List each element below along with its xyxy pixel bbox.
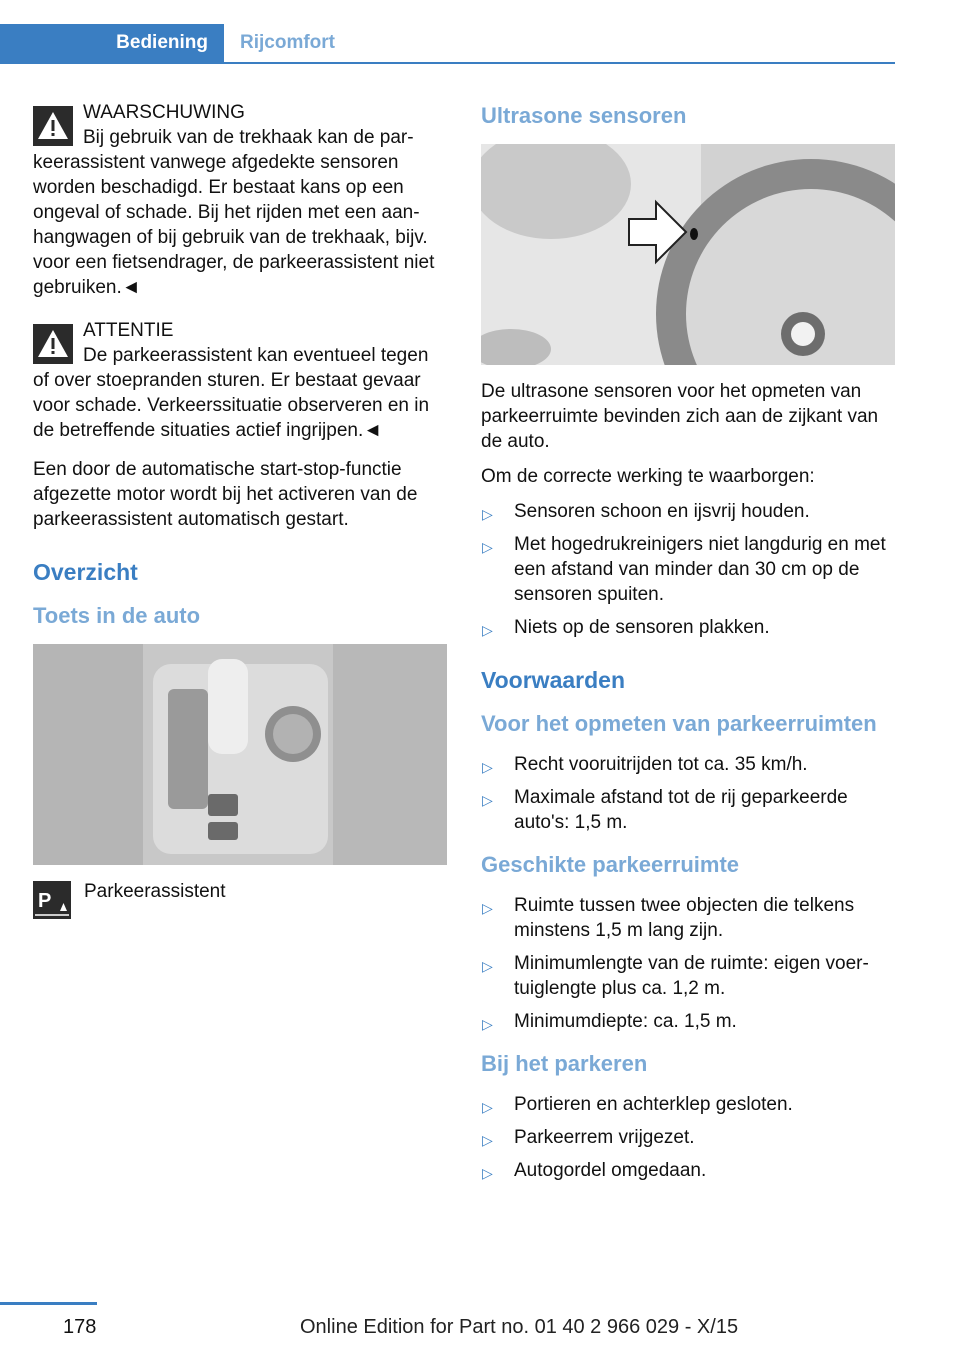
tab-bediening[interactable]: Bediening <box>0 24 224 62</box>
sensor-intro: Om de correcte werking te waarborgen: <box>481 466 815 487</box>
warning-triangle-icon <box>33 106 73 146</box>
chapter-tabs <box>0 24 895 64</box>
bullet-triangle-icon: ▷ <box>482 1016 493 1032</box>
parking-assistant-icon[interactable] <box>33 881 71 919</box>
list-item: ▷ Minimumlengte van de ruimte: eigen voertuiglengte plus ca. 1,2 m. <box>482 953 869 999</box>
bullet-triangle-icon: ▷ <box>482 1165 493 1181</box>
center-console-photo <box>33 644 447 865</box>
edition-info: Online Edition for Part no. 01 40 2 966 029 - X/15 <box>300 1316 739 1338</box>
attention-title: ATTENTIE <box>83 320 174 341</box>
heading-opmeten-parkeerruimten: Voor het opmeten van parkeerruimten <box>481 711 877 736</box>
right-column <box>481 100 895 1193</box>
list-item: ▷ Parkeerrem vrijgezet. <box>481 1125 895 1150</box>
bullet-triangle-icon: ▷ <box>482 759 493 775</box>
bullet-triangle-icon: ▷ <box>482 1099 493 1115</box>
bullet-triangle-icon: ▷ <box>482 539 493 555</box>
attention-text: De parkeerassistent kan eventueel tegen of over stoepranden sturen. Er bestaat gevaar voor schade. Verkeerssituatie observeren en in de betreffende situaties actief ingrijpen.◄ <box>33 345 430 441</box>
parking-assistant-button-row <box>33 879 447 921</box>
bullet-triangle-icon: ▷ <box>482 958 493 974</box>
attention-block <box>33 318 447 443</box>
tab-rijcomfort[interactable]: Rijcomfort <box>240 32 335 53</box>
ultrasonic-sensor-photo <box>481 144 895 365</box>
sensor-care-list <box>481 499 895 640</box>
left-column <box>33 100 447 921</box>
heading-geschikte-parkeerruimte: Geschikte parkeerruimte <box>481 852 740 877</box>
warning-text: Bij gebruik van de trekhaak kan de parkeerassistent vanwege afgedekte sensoren worden beschadigd. Er bestaat kans op een ongeval of schade. Bij het rijden met een aanhangwagen of bij gebruik van de trekhaak, bijv. voor een fietsendrager, de parkeerassistent niet gebruiken.◄ <box>33 127 435 298</box>
list-item: ▷ Maximale afstand tot de rij geparkeerde auto's: 1,5 m. <box>482 787 848 833</box>
heading-ultrasone-sensoren: Ultrasone sensoren <box>481 103 687 128</box>
list-item: ▷ Portieren en achterklep gesloten. <box>481 1092 895 1117</box>
bullet-triangle-icon: ▷ <box>482 506 493 522</box>
heading-voorwaarden: Voorwaarden <box>481 667 625 693</box>
warning-block <box>33 100 447 300</box>
suitable-space-list <box>481 893 895 1034</box>
parking-icon-letter: P <box>38 890 52 912</box>
sensor-description: De ultrasone sensoren voor het opmeten van parkeerruimte bevinden zich aan de zijkant van de auto. <box>481 381 879 452</box>
list-item: ▷ Recht vooruitrijden tot ca. 35 km/h. <box>481 752 895 777</box>
footer-accent-line <box>0 1302 97 1305</box>
heading-overzicht: Overzicht <box>33 559 138 585</box>
bullet-triangle-icon: ▷ <box>482 1132 493 1148</box>
parking-conditions-list <box>481 1092 895 1183</box>
warning-triangle-icon <box>33 324 73 364</box>
warning-title: WAARSCHUWING <box>83 102 245 123</box>
bullet-triangle-icon: ▷ <box>482 792 493 808</box>
list-item: ▷ Met hogedrukreinigers niet langdurig en met een afstand van minder dan 30 cm op de sensoren spuiten. <box>482 534 886 605</box>
bullet-triangle-icon: ▷ <box>482 622 493 638</box>
list-item: ▷ Niets op de sensoren plakken. <box>481 615 895 640</box>
measuring-list <box>481 752 895 835</box>
parking-assistant-label: Parkeerassistent <box>84 881 226 902</box>
list-item: ▷ Ruimte tussen twee objecten die telkens minstens 1,5 m lang zijn. <box>482 895 855 941</box>
list-item: ▷ Minimumdiepte: ca. 1,5 m. <box>481 1009 895 1034</box>
bullet-triangle-icon: ▷ <box>482 900 493 916</box>
heading-bij-het-parkeren: Bij het parkeren <box>481 1051 648 1076</box>
list-item: ▷ Sensoren schoon en ijsvrij houden. <box>481 499 895 524</box>
list-item: ▷ Autogordel omgedaan. <box>481 1158 895 1183</box>
heading-toets-in-de-auto: Toets in de auto <box>33 603 201 628</box>
page-number: 178 <box>63 1316 97 1338</box>
start-stop-paragraph: Een door de automatische start-stop-functie afgezette motor wordt bij het activeren van de parkeerassistent automatisch gestart. <box>33 459 418 530</box>
